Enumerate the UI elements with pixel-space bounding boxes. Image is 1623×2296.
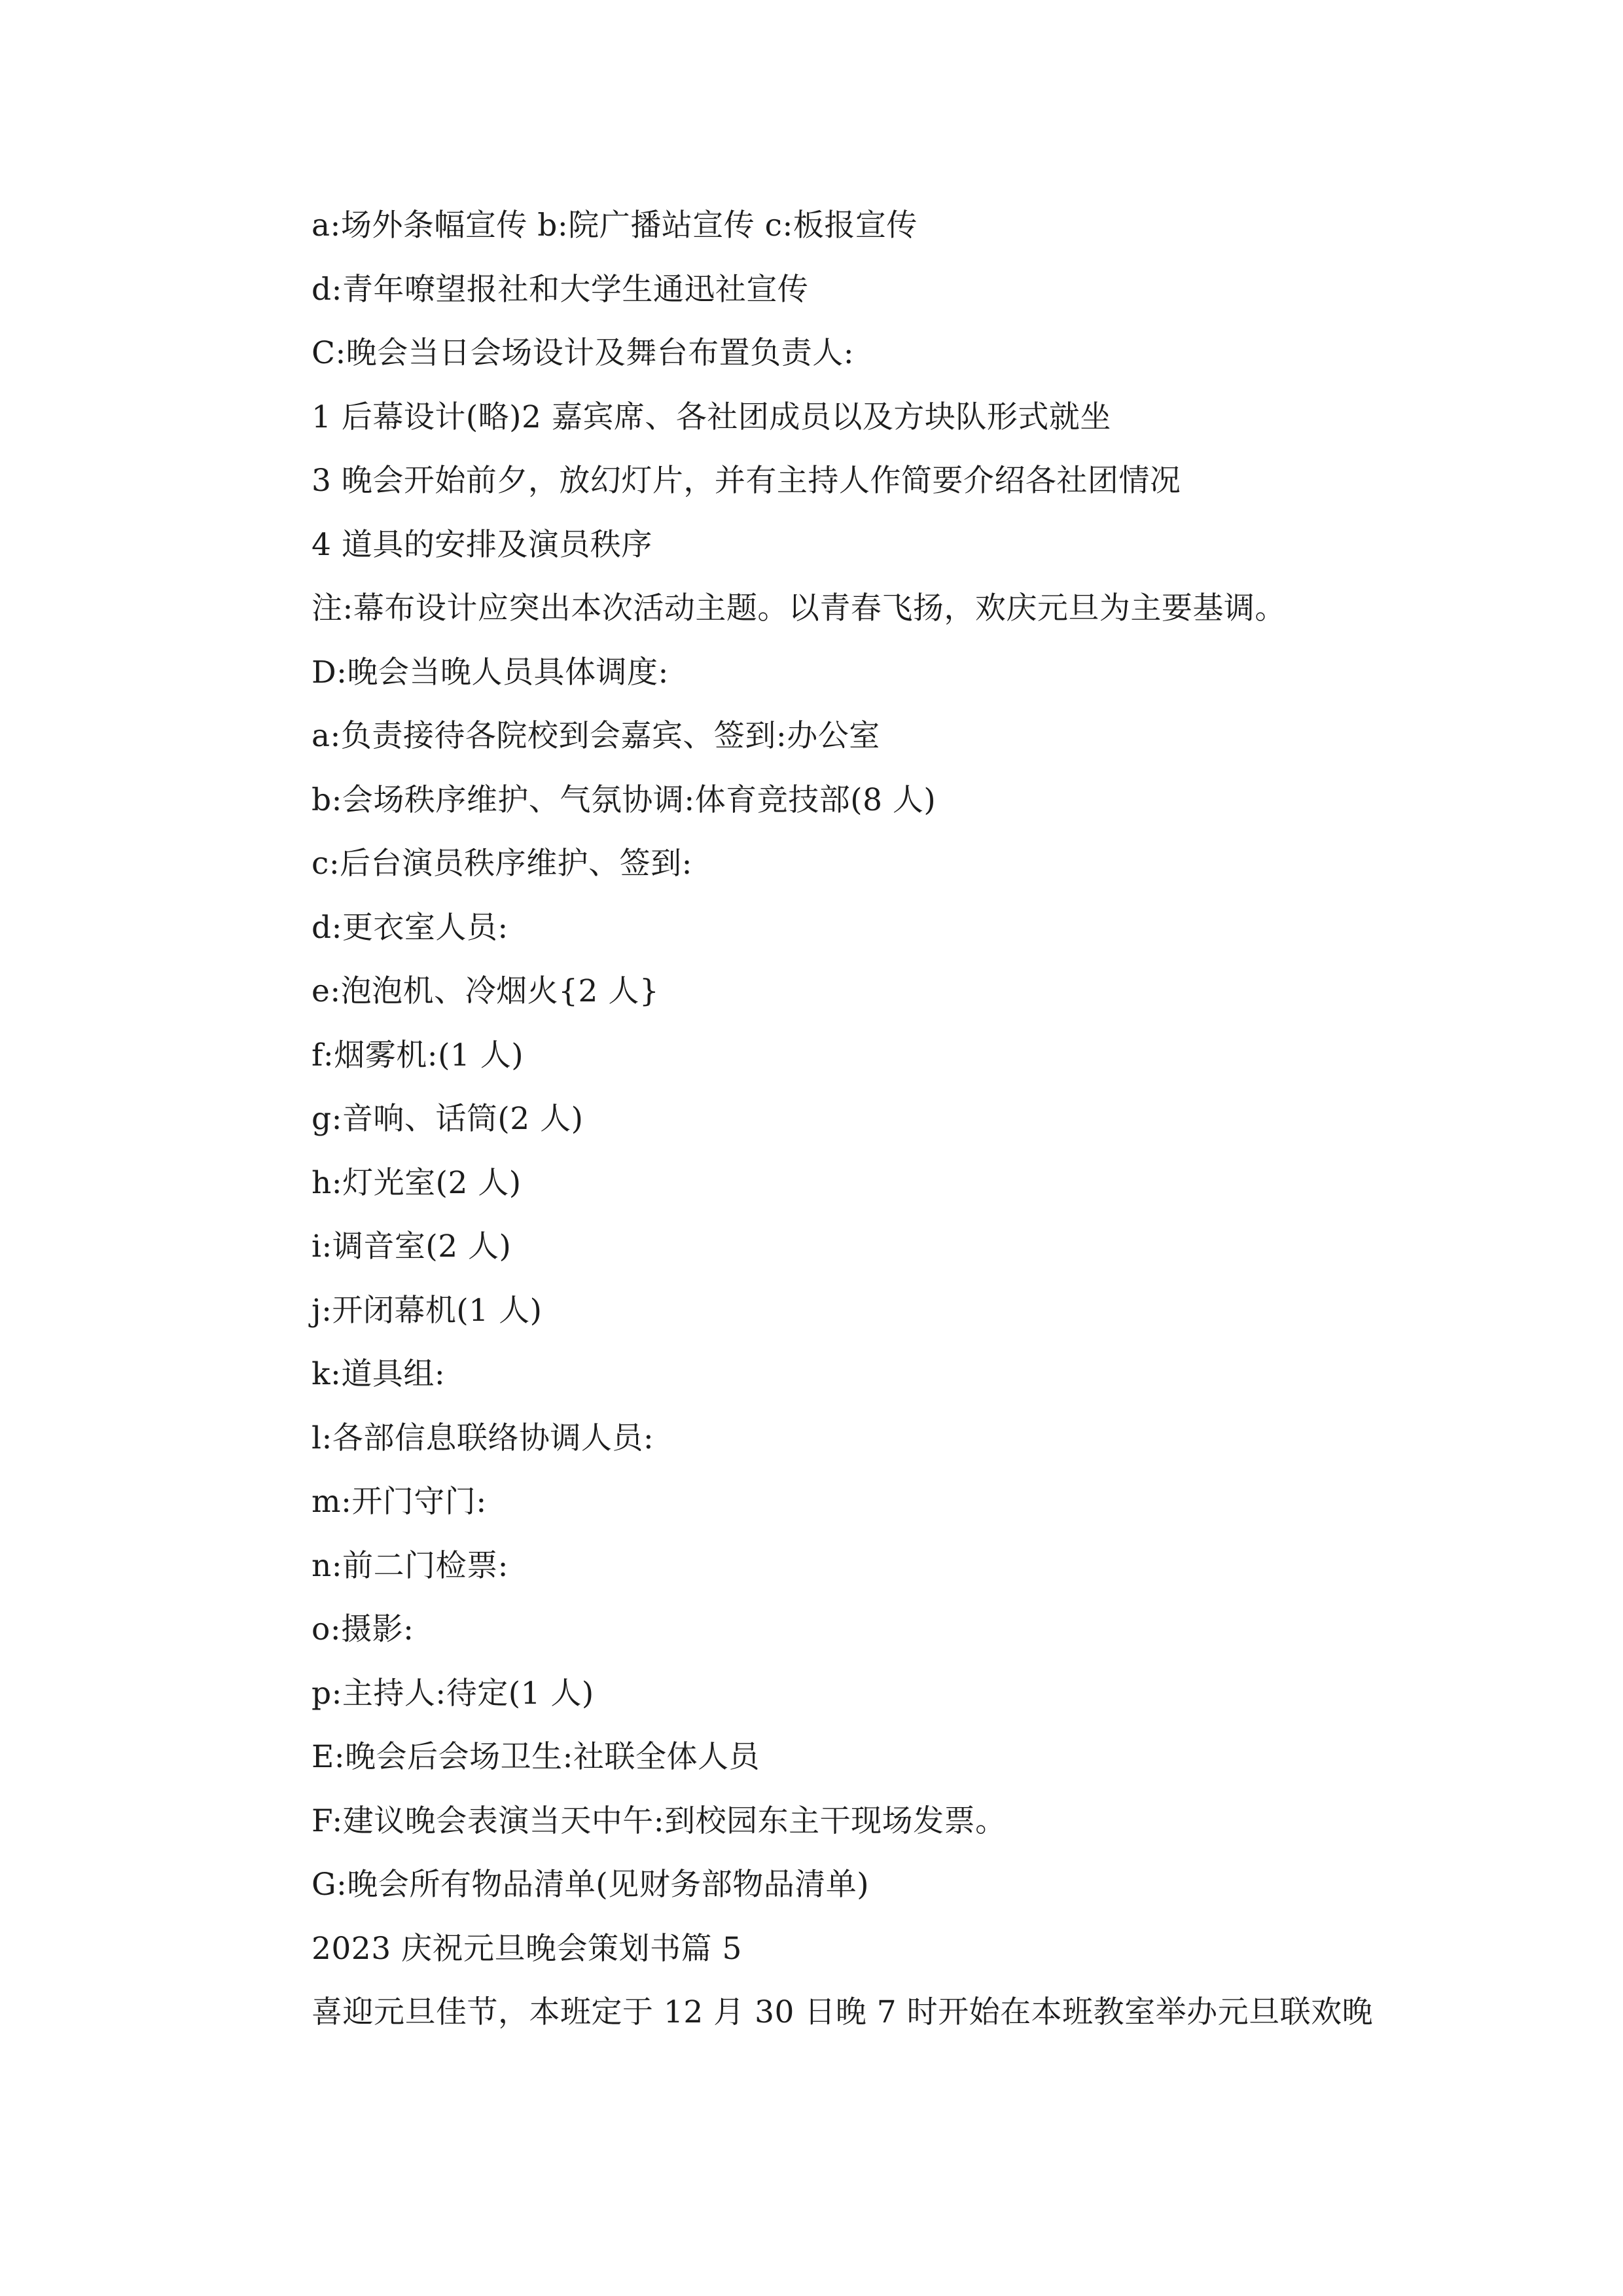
text-line: p:主持人:待定(1 人) [312,1675,594,1712]
text-line: n:前二门检票: [312,1547,508,1584]
text-line: c:后台演员秩序维护、签到: [312,846,692,882]
text-line: E:晚会后会场卫生:社联全体人员 [312,1739,760,1775]
text-line: 喜迎元旦佳节，本班定于 12 月 30 日晚 7 时开始在本班教室举办元旦联欢晚 [312,1994,1374,2030]
text-line: D:晚会当晚人员具体调度: [312,654,669,691]
text-line: F:建议晚会表演当天中午:到校园东主干现场发票。 [312,1803,1007,1839]
text-line: f:烟雾机:(1 人) [312,1037,524,1073]
text-line: G:晚会所有物品清单(见财务部物品清单) [312,1867,870,1903]
text-line: 注:幕布设计应突出本次活动主题。以青春飞扬，欢庆元旦为主要基调。 [312,590,1286,626]
text-line: e:泡泡机、冷烟火{2 人} [312,973,660,1009]
document-body [312,194,1424,2045]
text-line: a:场外条幅宣传 b:院广播站宣传 c:板报宣传 [312,207,918,243]
text-line: l:各部信息联络协调人员: [312,1420,654,1456]
text-line: 1 后幕设计(略)2 嘉宾席、各社团成员以及方块队形式就坐 [312,399,1111,435]
text-line: m:开门守门: [312,1484,487,1520]
section-heading: 2023 庆祝元旦晚会策划书篇 5 [312,1930,742,1967]
text-line: a:负责接待各院校到会嘉宾、签到:办公室 [312,718,880,754]
text-line: g:音响、话筒(2 人) [312,1101,584,1137]
text-line: o:摄影: [312,1611,414,1647]
text-line: 4 道具的安排及演员秩序 [312,526,652,563]
text-line: 3 晚会开始前夕，放幻灯片，并有主持人作简要介绍各社团情况 [312,463,1181,499]
text-line: C:晚会当日会场设计及舞台布置负责人: [312,335,855,371]
text-line: h:灯光室(2 人) [312,1164,522,1201]
text-line: d:青年嘹望报社和大学生通迅社宣传 [312,271,809,308]
text-line: k:道具组: [312,1356,446,1392]
text-line: b:会场秩序维护、气氛协调:体育竞技部(8 人) [312,781,936,818]
text-line: d:更衣室人员: [312,909,508,946]
text-line: j:开闭幕机(1 人) [312,1292,543,1329]
text-line: i:调音室(2 人) [312,1229,512,1265]
